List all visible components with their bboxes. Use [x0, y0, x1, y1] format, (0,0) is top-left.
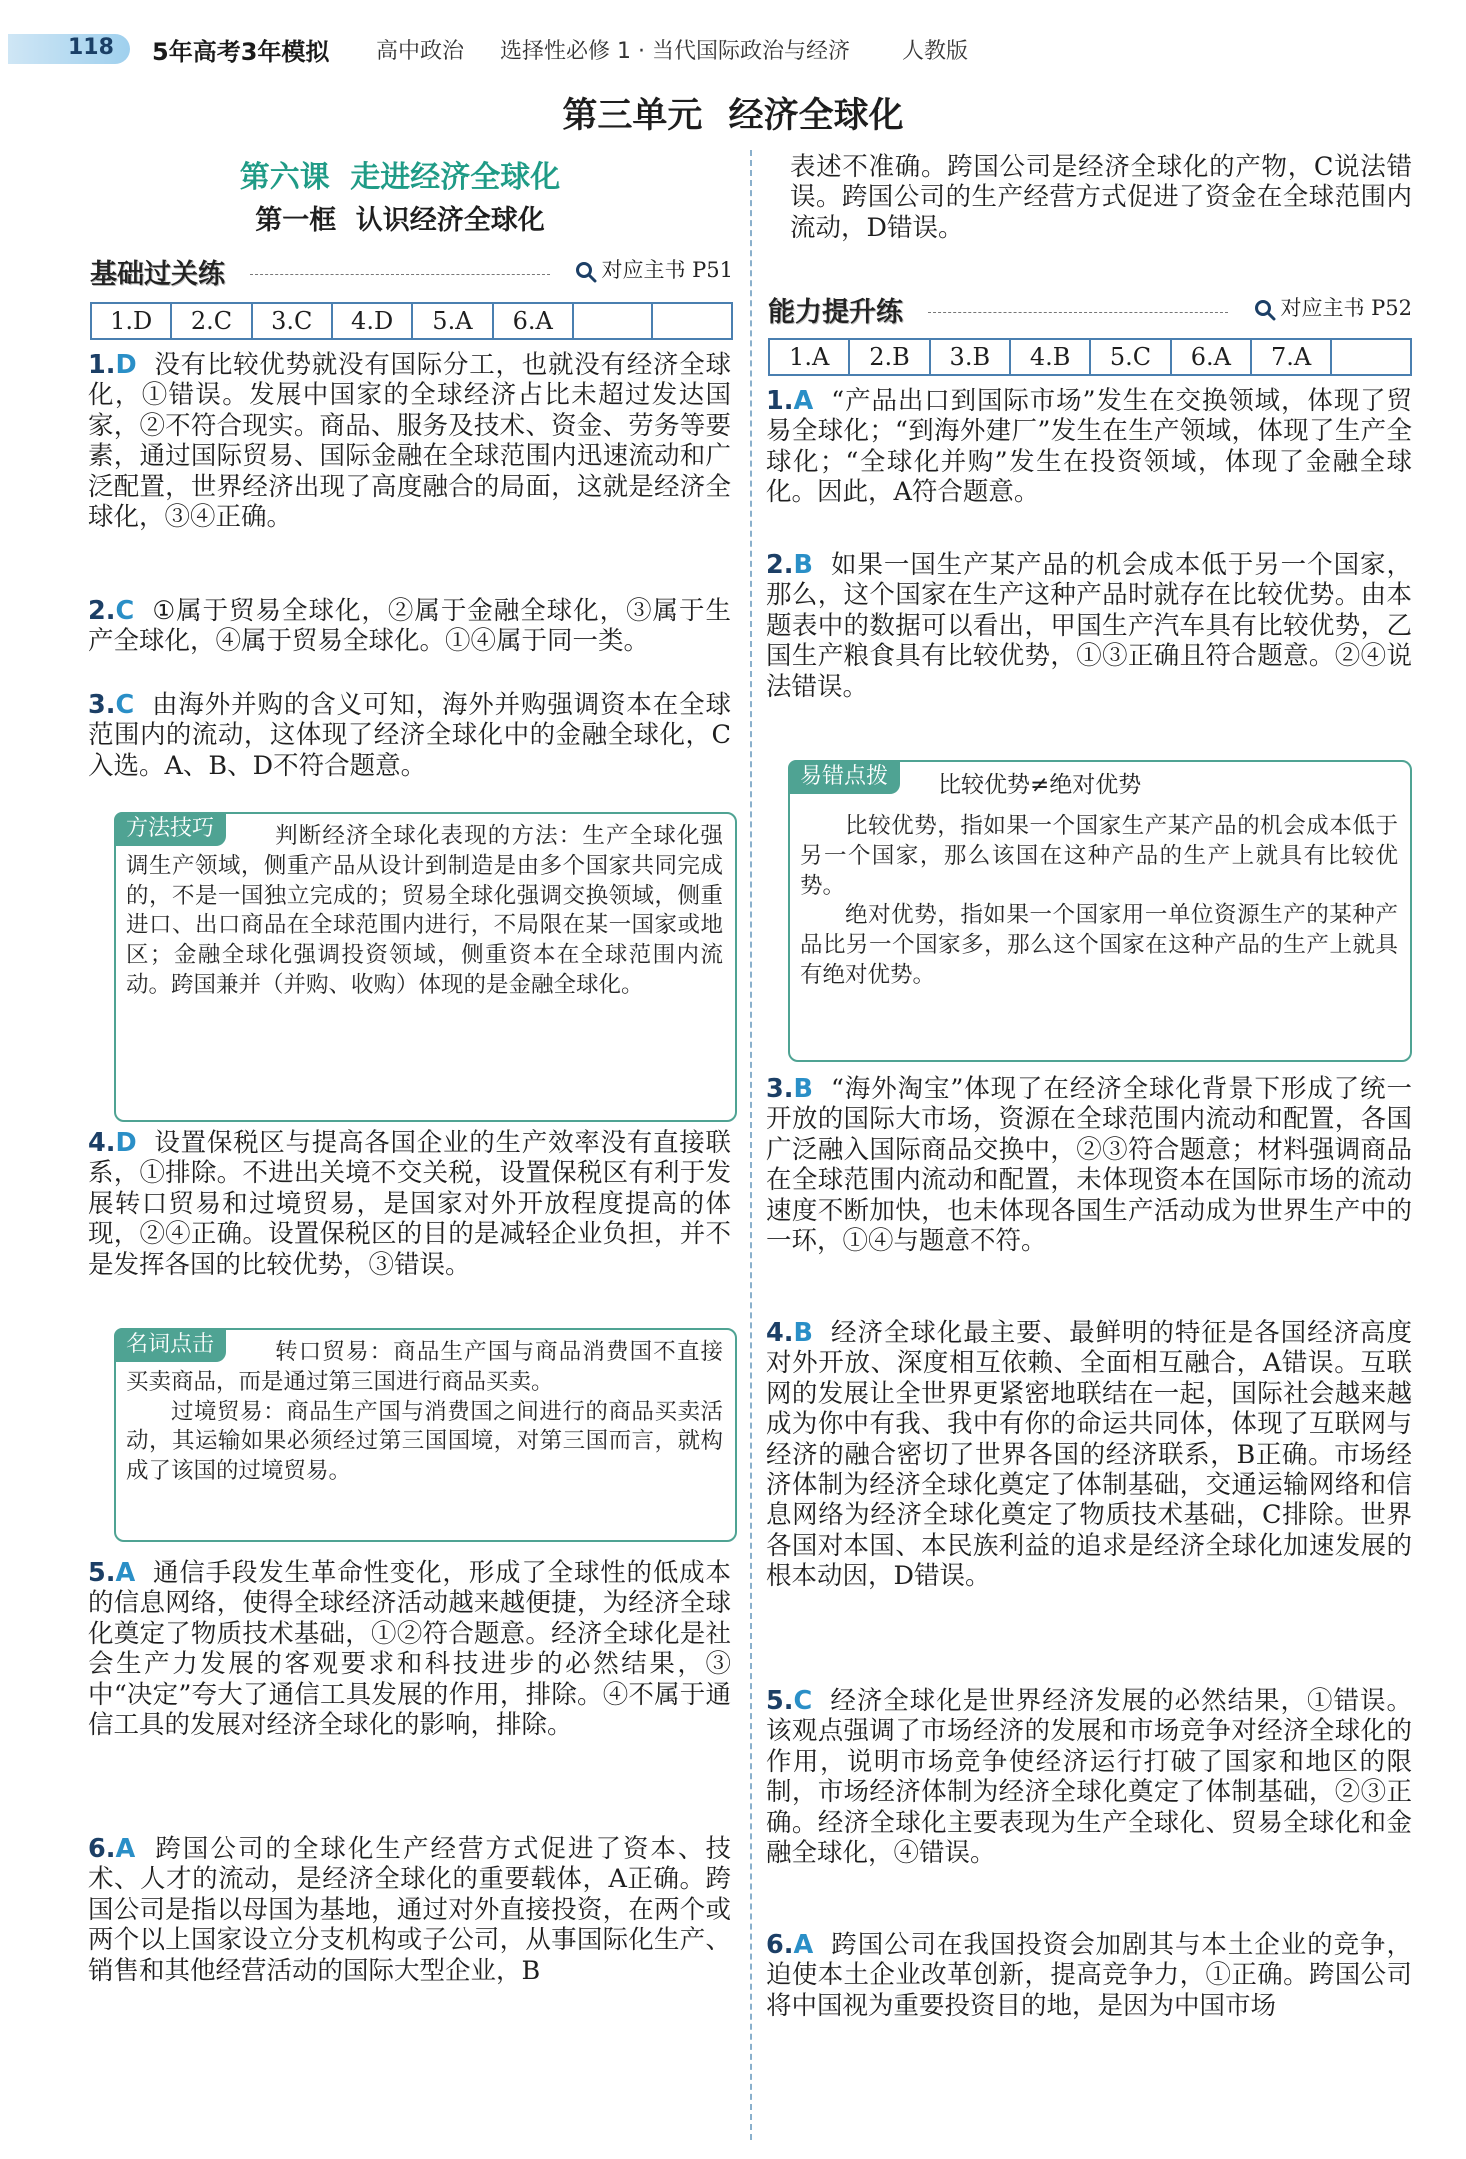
- answer-item-6: [88, 1834, 731, 1986]
- section-header-advanced: [768, 290, 1412, 330]
- section-title: 基础过关练: [90, 259, 225, 290]
- item-text: 如果一国生产某产品的机会成本低于另一个国家，那么，这个国家在生产这种产品时就存在比较优势。由本题表中的数据可以看出，甲国生产汽车具有比较优势，乙国生产粮食具有比较优势，①③正确且符合题意。②④说法错误。: [766, 550, 1412, 702]
- answer-cell: 2.C: [171, 303, 251, 339]
- item-text: 跨国公司的全球化生产经营方式促进了资本、技术、人才的流动，是经济全球化的重要载体，A正确。跨国公司是指以母国为基地，通过对外直接投资，在两个或两个以上国家设立分支机构或子公司，从事国际化生产、销售和其他经营活动的国际大型企业，B: [88, 1834, 731, 1986]
- item-number: 5.: [766, 1686, 794, 1716]
- item-text: 经济全球化是世界经济发展的必然结果，①错误。该观点强调了市场经济的发展和市场竞争对经济全球化的作用，说明市场竞争使经济运行打破了国家和地区的限制，市场经济体制为经济全球化奠定了体制基础，②③正确。经济全球化主要表现为生产全球化、贸易全球化和金融全球化，④错误。: [766, 1686, 1412, 1869]
- tip-body-2: 过境贸易：商品生产国与消费国之间进行的商品买卖活动，其运输如果必须经过第三国国境，对第三国而言，就构成了该国的过境贸易。: [126, 1398, 723, 1485]
- item-text: 经济全球化最主要、最鲜明的特征是各国经济高度对外开放、深度相互依赖、全面相互融合，A错误。互联网的发展让全世界更紧密地联结在一起，国际社会越来越成为你中有我、我中有你的命运共同体，体现了互联网与经济的融合密切了世界各国的经济联系，B正确。市场经济体制为经济全球化奠定了体制基础，交通运输网络和信息网络为经济全球化奠定了物质技术基础，C排除。世界各国对本国、本民族利益的追求是经济全球化加速发展的根本动因，D错误。: [766, 1318, 1412, 1592]
- item-number: 2.: [88, 596, 116, 626]
- answer-table: [90, 302, 733, 340]
- answer-cell: 4.B: [1010, 339, 1090, 375]
- item-number: 5.: [88, 1558, 116, 1588]
- answer-item-3: [766, 1074, 1412, 1256]
- answer-cell: 4.D: [332, 303, 412, 339]
- item-text: ①属于贸易全球化，②属于金融全球化，③属于生产全球化，④属于贸易全球化。①④属于同一类。: [88, 596, 731, 657]
- answer-cell: 5.C: [1090, 339, 1170, 375]
- answer-item-5: [766, 1686, 1412, 1868]
- item-text: “产品出口到国际市场”发生在交换领域，体现了贸易全球化；“到海外建厂”发生在生产领域，体现了生产全球化；“全球化并购”发生在投资领域，体现了金融全球化。因此，A符合题意。: [766, 386, 1412, 508]
- book-brand: 5年高考3年模拟: [152, 38, 330, 66]
- item-answer: D: [115, 350, 137, 380]
- answer-item-2: [88, 596, 731, 657]
- answer-cell: 3.B: [930, 339, 1010, 375]
- answer-cell: 7.A: [1251, 339, 1331, 375]
- tip-text: [126, 822, 723, 1001]
- answer-item-1: [88, 350, 731, 532]
- section-rule: [250, 274, 550, 275]
- page-header: [0, 28, 1466, 72]
- item-answer: C: [115, 690, 135, 720]
- item-number: 6.: [88, 1834, 116, 1864]
- item-text: 通信手段发生革命性变化，形成了全球性的低成本的信息网络，使得全球经济活动越来越便捷，为经济全球化奠定了物质技术基础，①②符合题意。经济全球化是社会生产力发展的客观要求和科技进步的必然结果，③中“决定”夸大了通信工具发展的作用，排除。④不属于通信工具的发展对经济全球化的影响，排除。: [88, 1558, 731, 1741]
- answer-item-3: [88, 690, 731, 781]
- item-number: 3.: [88, 690, 116, 720]
- tip-body: 判断经济全球化表现的方法：生产全球化强调生产领域，侧重产品从设计到制造是由多个国家共同完成的，不是一国独立完成的；贸易全球化强调交换领域，侧重进口、出口商品在全球范围内进行，不局限在某一国家或地区；金融全球化强调投资领域，侧重资本在全球范围内流动。跨国兼并（并购、收购）体现的是金融全球化。: [126, 823, 723, 998]
- tip-body-1: 比较优势，指如果一个国家生产某产品的机会成本低于另一个国家，那么该国在这种产品的生产上就具有比较优势。: [800, 813, 1398, 899]
- item-number: 4.: [766, 1318, 794, 1348]
- error-tip-box: [788, 760, 1412, 1062]
- page-number: 118: [68, 35, 114, 60]
- tip-tag: 易错点拨: [788, 760, 900, 794]
- edition-label: 人教版: [902, 39, 969, 64]
- item-number: 1.: [88, 350, 116, 380]
- section-title: 能力提升练: [768, 297, 903, 328]
- answer-cell: 5.A: [412, 303, 492, 339]
- continued-text: 表述不准确。跨国公司是经济全球化的产物，C说法错误。跨国公司的生产经营方式促进了资金在全球范围内流动，D错误。: [790, 152, 1412, 243]
- item-text: “海外淘宝”体现了在经济全球化背景下形成了统一开放的国际大市场，资源在全球范围内流动和配置，各国广泛融入国际商品交换中，②③符合题意；材料强调商品在全球范围内流动和配置，未体现资本在国际市场的流动速度不断加快，也未体现各国生产活动成为世界生产中的一环，①④与题意不符。: [766, 1074, 1412, 1257]
- answer-item-6: [766, 1930, 1412, 2021]
- column-divider: [750, 150, 752, 2140]
- tip-text: [126, 1338, 723, 1487]
- item-text: 没有比较优势就没有国际分工，也就没有经济全球化，①错误。发展中国家的全球经济占比未超过发达国家，②不符合现实。商品、服务及技术、资金、劳务等要素，通过国际贸易、国际金融在全球范围内迅速流动和广泛配置，世界经济出现了高度融合的局面，这就是经济全球化，③④正确。: [88, 350, 731, 533]
- tip-title: 比较优势≠绝对优势: [938, 772, 1142, 798]
- section-ref: [1254, 292, 1412, 322]
- item-answer: C: [115, 596, 135, 626]
- tip-tag: 名词点击: [114, 1328, 226, 1362]
- method-tip-box: [114, 812, 737, 1122]
- item-answer: B: [793, 550, 813, 580]
- answer-table: [768, 338, 1412, 376]
- section-ref-text: 对应主书 P51: [601, 258, 733, 282]
- item-answer: A: [793, 386, 814, 416]
- item-answer: C: [793, 1686, 813, 1716]
- lesson-title: 第六课 走进经济全球化: [239, 160, 561, 195]
- search-icon: [575, 261, 597, 283]
- answer-cell: [573, 303, 653, 339]
- item-answer: A: [115, 1558, 136, 1588]
- item-number: 1.: [766, 386, 794, 416]
- answer-cell: [1331, 339, 1411, 375]
- answer-cell: 6.A: [1171, 339, 1251, 375]
- answer-item-1: [766, 386, 1412, 508]
- item-number: 3.: [766, 1074, 794, 1104]
- item-answer: A: [793, 1930, 814, 1960]
- answer-cell: 1.D: [91, 303, 171, 339]
- term-tip-box: [114, 1328, 737, 1542]
- item-answer: B: [793, 1074, 813, 1104]
- item-answer: D: [115, 1128, 137, 1158]
- answer-item-4: [88, 1128, 731, 1280]
- section-header-basic: [90, 252, 733, 292]
- answer-cell: 6.A: [493, 303, 573, 339]
- answer-cell: 2.B: [849, 339, 929, 375]
- item-answer: A: [115, 1834, 136, 1864]
- section-ref-text: 对应主书 P52: [1280, 296, 1412, 320]
- section-ref: [575, 254, 733, 284]
- search-icon: [1254, 299, 1276, 321]
- item-number: 6.: [766, 1930, 794, 1960]
- tip-tag: 方法技巧: [114, 812, 226, 846]
- item-text: 跨国公司在我国投资会加剧其与本土企业的竞争，迫使本土企业改革创新，提高竞争力，①正确。跨国公司将中国视为重要投资目的地，是因为中国市场: [766, 1930, 1412, 2021]
- subject-label: 高中政治: [376, 39, 465, 64]
- tip-body-1: 转口贸易：商品生产国与商品消费国不直接买卖商品，而是通过第三国进行商品买卖。: [126, 1339, 723, 1395]
- frame-title: 第一框 认识经济全球化: [255, 205, 545, 236]
- answer-item-4: [766, 1318, 1412, 1592]
- tip-body-2: 绝对优势，指如果一个国家用一单位资源生产的某种产品比另一个国家多，那么这个国家在这种产品的生产上就具有绝对优势。: [800, 902, 1398, 988]
- unit-title: 第三单元 经济全球化: [562, 96, 904, 136]
- book-label: 选择性必修 1 · 当代国际政治与经济: [500, 39, 850, 64]
- answer-cell: 3.C: [252, 303, 332, 339]
- answer-cell: [652, 303, 732, 339]
- answer-cell: 1.A: [769, 339, 849, 375]
- item-text: 由海外并购的含义可知，海外并购强调资本在全球范围内的流动，这体现了经济全球化中的金融全球化，C入选。A、B、D不符合题意。: [88, 690, 731, 781]
- item-answer: B: [793, 1318, 813, 1348]
- item-number: 4.: [88, 1128, 116, 1158]
- item-text: 设置保税区与提高各国企业的生产效率没有直接联系，①排除。不进出关境不交关税，设置保税区有利于发展转口贸易和过境贸易，是国家对外开放程度提高的体现，②④正确。设置保税区的目的是减轻企业负担，并不是发挥各国的比较优势，③错误。: [88, 1128, 731, 1280]
- section-rule: [928, 312, 1228, 313]
- answer-item-5: [88, 1558, 731, 1740]
- item-number: 2.: [766, 550, 794, 580]
- tip-text: [800, 812, 1398, 991]
- answer-item-2: [766, 550, 1412, 702]
